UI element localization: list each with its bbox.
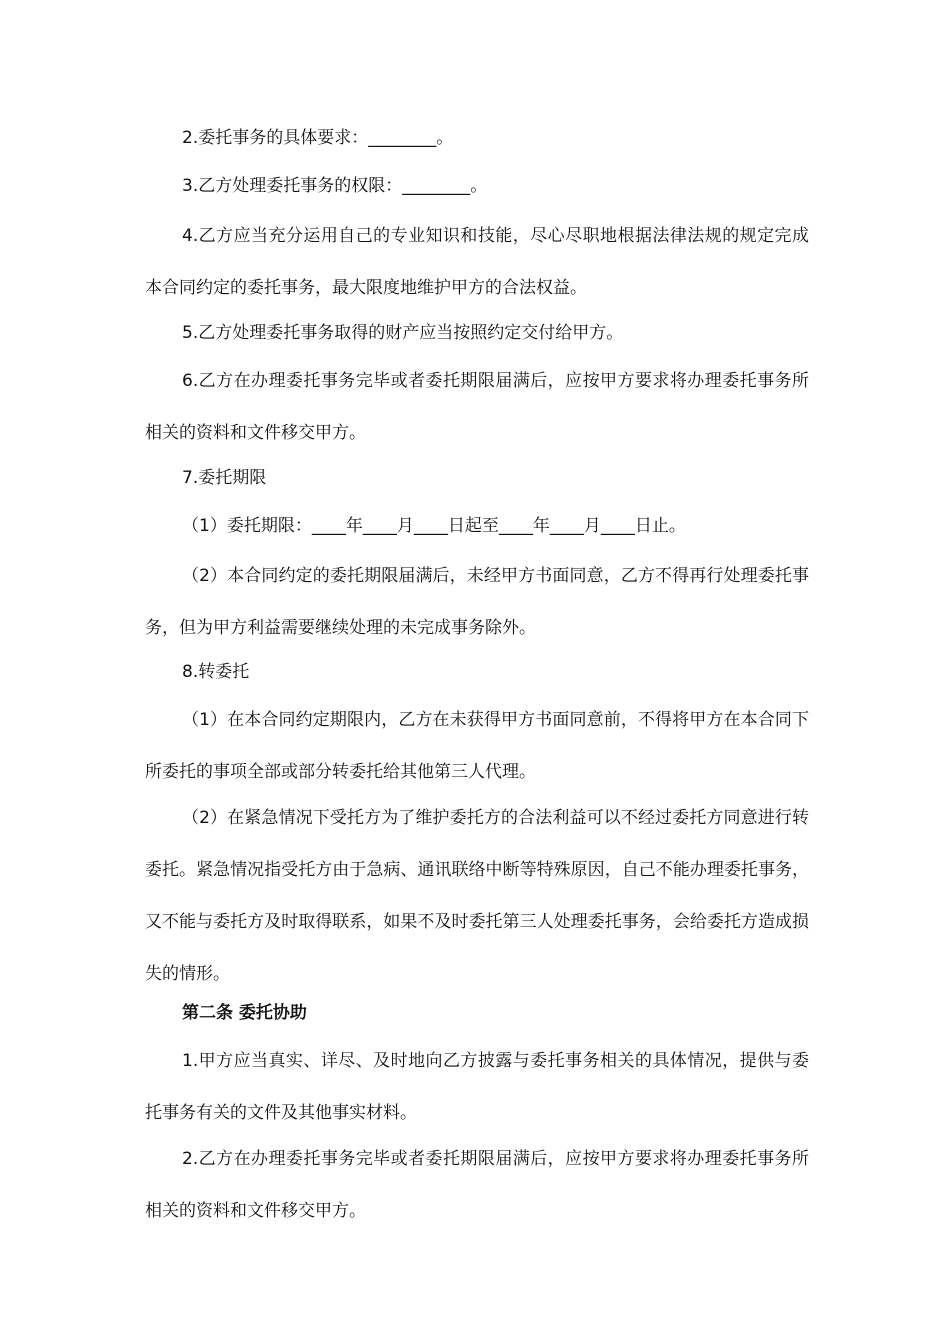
paragraph-authority: 3.乙方处理委托事务的权限：________。: [182, 176, 488, 196]
paragraph-subdelegation-consent: （1）在本合同约定期限内，乙方在未获得甲方书面同意前，不得将甲方在本合同下所委托的事项全部或部分转委托给其他第三人代理。: [145, 710, 809, 782]
paragraph-disclosure: 1.甲方应当真实、详尽、及时地向乙方披露与委托事务相关的具体情况，提供与委托事务有关的文件及其他事实材料。: [145, 1051, 809, 1123]
section-heading-article-two: 第二条 委托协助: [182, 1003, 307, 1023]
paragraph-handover-repeat: 2.乙方在办理委托事务完毕或者委托期限届满后，应按甲方要求将办理委托事务所相关的资料和文件移交甲方。: [145, 1149, 809, 1221]
paragraph-subdelegation-emergency: （2）在紧急情况下受托方为了维护委托方的合法利益可以不经过委托方同意进行转委托。紧急情况指受托方由于急病、通讯联络中断等特殊原因，自己不能办理委托事务，又不能与委托方及时取得联系，如果不及时委托第三人处理委托事务，会给委托方造成损失的情形。: [145, 808, 809, 984]
paragraph-term-expiry: （2）本合同约定的委托期限届满后，未经甲方书面同意，乙方不得再行处理委托事务，但为甲方利益需要继续处理的未完成事务除外。: [145, 566, 809, 638]
paragraph-subdelegation-title: 8.转委托: [182, 662, 250, 682]
paragraph-handover: 6.乙方在办理委托事务完毕或者委托期限届满后，应按甲方要求将办理委托事务所相关的资料和文件移交甲方。: [145, 371, 809, 443]
paragraph-term-period: （1）委托期限：____年____月____日起至____年____月____日止。: [182, 516, 686, 536]
paragraph-term-title: 7.委托期限: [182, 468, 267, 488]
paragraph-requirements: 2.委托事务的具体要求：________。: [182, 128, 454, 148]
paragraph-property: 5.乙方处理委托事务取得的财产应当按照约定交付给甲方。: [182, 323, 624, 343]
paragraph-duty: 4.乙方应当充分运用自己的专业知识和技能，尽心尽职地根据法律法规的规定完成本合同约定的委托事务，最大限度地维护甲方的合法权益。: [145, 226, 809, 298]
